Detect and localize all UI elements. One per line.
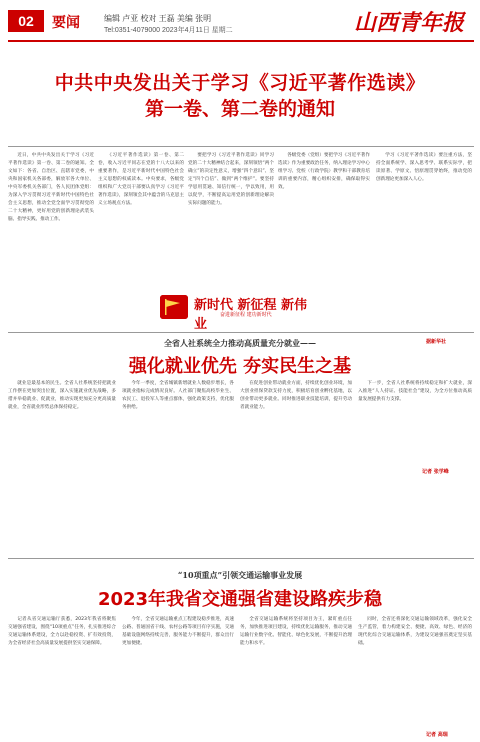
article1-column-1: [8, 152, 94, 302]
editor-line: 编辑 卢亚 校对 王磊 美编 张明: [104, 14, 212, 23]
article3-column-1: [8, 616, 116, 734]
divider: [8, 146, 474, 147]
article3-paragraph: 全省交通运输系统将坚持项目为王，紧盯重点任务，加快推进项目建设，持续优化运输服务，推动交通运输行业数字化、智能化、绿色化发展，不断提升治理能力和水平。: [240, 617, 352, 646]
article2-paragraph: 今年一季度，全省城镇新增就业人数稳步增长，各项就业指标完成情况良好。人社部门聚焦高校毕业生、农民工、退役军人等重点群体，强化政策支持，优化服务供给。: [122, 381, 234, 410]
section-title: 要闻: [52, 15, 80, 31]
article3-author: 记者 高瑞: [426, 732, 448, 738]
article2-author: 记者 张学峰: [422, 469, 449, 475]
article2-kicker: 全省人社系统全力推动高质量充分就业——: [164, 338, 316, 348]
article2-column-1: [8, 380, 116, 468]
article1-headline-line1: 中共中央发出关于学习《习近平著作选读》: [54, 72, 426, 94]
flag-icon: [160, 295, 188, 319]
article1-column-4: [278, 152, 370, 302]
article3-paragraph: 今年，全省交通运输重点工程建设稳步推进，高速公路、普通国省干线、农村公路等项目有序实施，交通基础设施网络持续完善，服务能力不断提升，群众出行更加便捷。: [122, 617, 234, 646]
article1-paragraph: 各级党委（党组）要把学习《习近平著作选读》作为重要政治任务，纳入理论学习中心组学习、党校（行政学院）教学和干部教育培训的重要内容，精心组织安排，确保取得实效。: [278, 153, 370, 190]
article1-headline-line2: 第一卷、第二卷的通知: [144, 98, 335, 120]
article1-paragraph: 近日，中共中央发出关于学习《习近平著作选读》第一卷、第二卷的通知。全文如下：各省、自治区、直辖市党委，中央和国家机关各部委，解放军各大单位、中央军委机关各部门，各人民团体党组：为深入学习贯彻习近平新时代中国特色社会主义思想，推动全党全面学习贯彻党的二十大精神，更好用党的创新理论武装头脑、指导实践、推动工作。: [8, 153, 94, 222]
article2-column-2: [122, 380, 234, 468]
article3-column-3: [240, 616, 352, 734]
article3-kicker: “10项重点”引领交通运输事业发展: [177, 570, 303, 580]
masthead: [8, 6, 474, 42]
banner-subtitle: 奋进新征程 建功新时代: [220, 312, 272, 318]
article3-paragraph: 同时，全省还将深化交通运输领域改革，强化安全生产监管，着力构建安全、便捷、高效、绿色、经济的现代化综合交通运输体系，为建设交通强省奠定坚实基础。: [358, 617, 472, 646]
page-number: 02: [8, 10, 44, 32]
article1-author: 据新华社: [426, 339, 447, 345]
meta-line: Tel:0351-4079000 2023年4月11日 星期二: [104, 27, 233, 34]
divider: [8, 558, 474, 559]
campaign-banner: [160, 292, 320, 332]
divider: [8, 332, 474, 333]
article1-paragraph: 学习《习近平著作选读》要注重方法，坚持全面系统学、深入思考学、联系实际学，把读原著、学原文、悟原理贯穿始终，推动党的创新理论更加深入人心。: [376, 153, 472, 182]
article2-paragraph: 下一步，全省人社系统将持续稳定和扩大就业，深入推进“人人持证、技能社会”建设，为全方位推动高质量发展提供有力支撑。: [358, 381, 472, 402]
article2-column-3: [240, 380, 352, 468]
article1-column-5: [376, 152, 472, 332]
article1-paragraph: 《习近平著作选读》第一卷、第二卷，收入习近平同志在党的十八大以来的重要著作，是习近平新时代中国特色社会主义思想的权威读本。中央要求，各级党组织和广大党员干部要认真学习《习近平著作选读》，深刻领会其中蕴含的马克思主义立场观点方法。: [98, 153, 184, 206]
newspaper-logo: 山西青年报: [353, 10, 464, 36]
article2-headline: 强化就业优先 夯实民生之基: [128, 356, 352, 377]
article2-column-4: [358, 380, 472, 466]
article3-headline: 2023年我省交通强省建设路疾步稳: [97, 589, 383, 610]
article1-column-2: [98, 152, 184, 302]
banner-title: 新时代 新征程 新伟业: [194, 298, 308, 332]
article3-column-2: [122, 616, 234, 734]
article3-column-4: [358, 616, 472, 728]
article3-paragraph: 记者从省交通运输厅获悉，2023年我省将聚焦交通强省建设，围绕“10项重点”任务，扎实推进综合交通运输体系建设，全力以赴稳投资、扩有效投资，为全省经济社会高质量发展提供坚实交通保障。: [8, 617, 116, 646]
article2-paragraph: 就业是最基本的民生。全省人社系统坚持把就业工作摆在更加突出位置，深入实施就业优先战略，多措并举稳就业、促就业，推动实现更加充分更高质量就业，全省就业形势总体保持稳定。: [8, 381, 116, 410]
article1-paragraph: 要把学习《习近平著作选读》同学习党的二十大精神结合起来，深刻领悟“两个确立”的决定性意义，增强“四个意识”、坚定“四个自信”、做到“两个维护”。要坚持学思用贯通、知信行统一，学以致用，用以促学，不断提高运用党的创新理论解决实际问题的能力。: [188, 153, 274, 206]
article1-column-3: [188, 152, 274, 302]
article2-paragraph: 在促进创业带动就业方面，持续优化创业环境，加大创业担保贷款支持力度，积极培育创业孵化基地，以创业带动更多就业。同时推进职业技能培训，提升劳动者就业能力。: [240, 381, 352, 410]
